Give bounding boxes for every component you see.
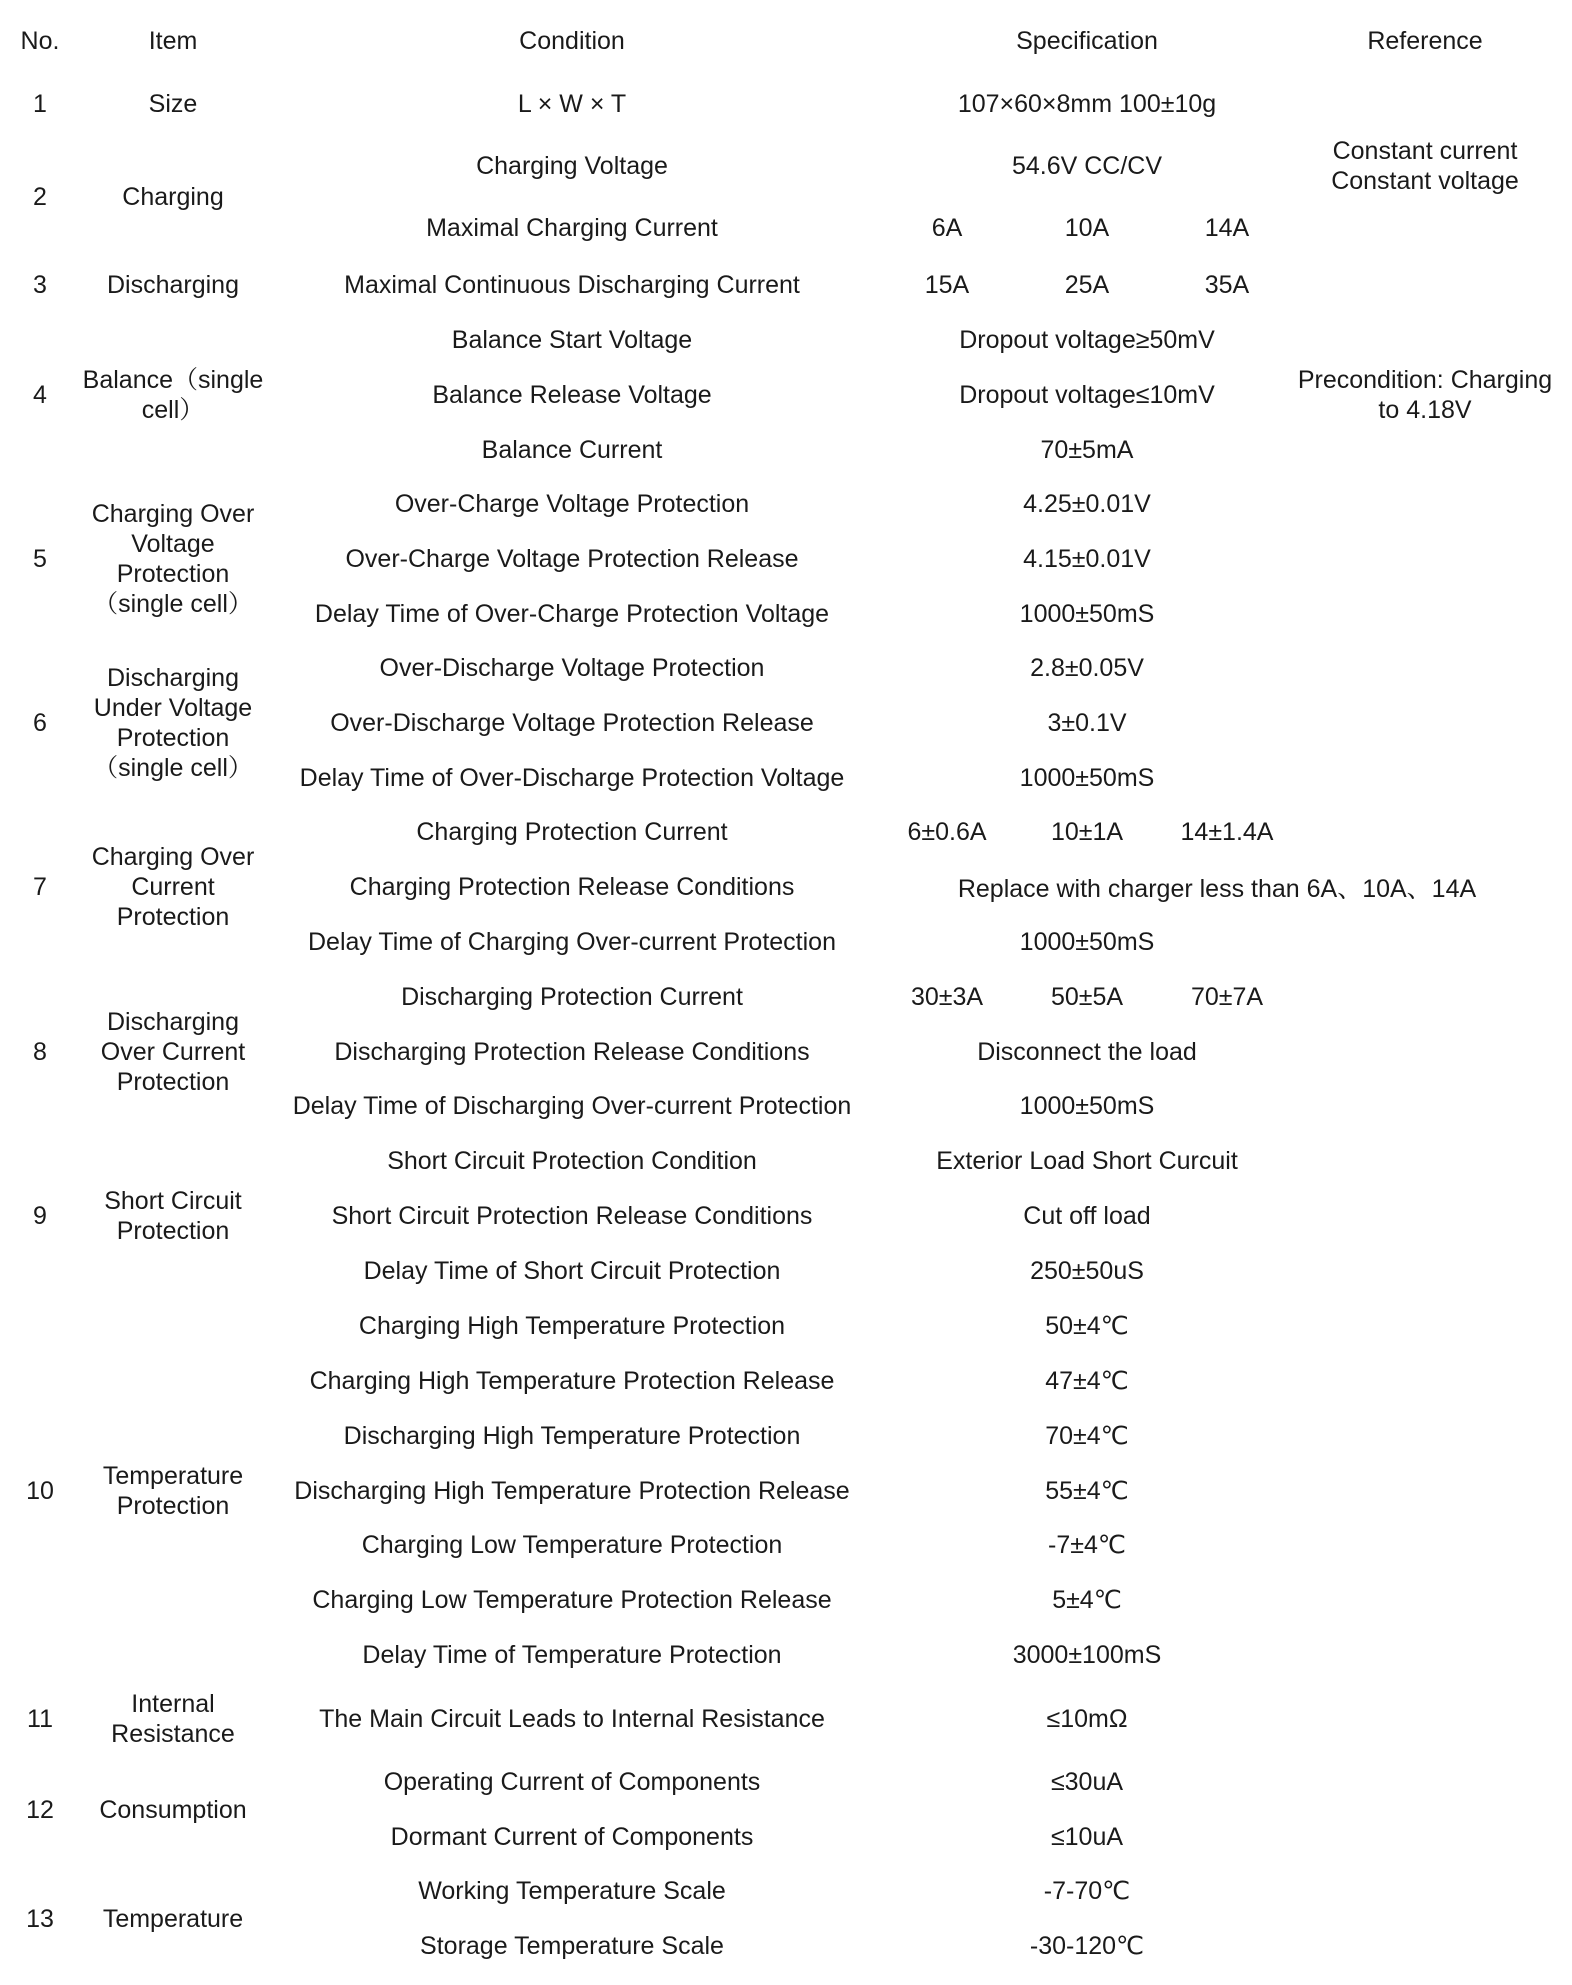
condition-cell: Operating Current of Components <box>383 1768 761 1796</box>
header-item: Item <box>148 27 198 55</box>
spec-value: 50±5A <box>1050 983 1124 1011</box>
row-item <box>73 1795 273 1825</box>
spec-value: Dropout voltage≤10mV <box>959 381 1215 409</box>
row-item-line: Protection <box>116 560 230 588</box>
spec-value: 6A <box>931 214 963 242</box>
spec-value: 6±0.6A <box>907 818 987 846</box>
header-reference: Reference <box>1367 27 1483 55</box>
row-item <box>73 182 273 212</box>
spec-value: 250±50uS <box>1030 1257 1144 1285</box>
condition-cell: Balance Release Voltage <box>432 381 712 409</box>
row-number: 1 <box>33 90 47 118</box>
spec-value: 50±4℃ <box>1045 1312 1129 1340</box>
spec-value: -7±4℃ <box>1048 1531 1126 1559</box>
row-item <box>73 1007 273 1097</box>
spec-value: 70±4℃ <box>1045 1422 1129 1450</box>
condition-cell: Charging Voltage <box>476 152 668 180</box>
row-item-line: Discharging <box>106 271 239 299</box>
row-item-line: Charging <box>122 183 224 211</box>
condition-cell: Discharging High Temperature Protection <box>343 1422 801 1450</box>
spec-value: 5±4℃ <box>1052 1586 1122 1614</box>
row-item-line: Consumption <box>99 1795 247 1824</box>
condition-cell: Delay Time of Temperature Protection <box>362 1641 782 1669</box>
reference-cell-line: Constant voltage <box>1331 167 1519 195</box>
row-item-line: Charging Over <box>91 843 255 871</box>
row-number: 6 <box>33 709 47 737</box>
spec-value: 10±1A <box>1050 818 1124 846</box>
row-number: 9 <box>33 1202 47 1230</box>
row-number: 11 <box>27 1705 53 1733</box>
row-number: 5 <box>33 545 47 573</box>
row-item-line: cell） <box>141 396 205 424</box>
condition-cell: Working Temperature Scale <box>418 1877 726 1905</box>
spec-value: 3000±100mS <box>1012 1641 1162 1669</box>
condition-cell: Discharging High Temperature Protection Release <box>294 1477 850 1505</box>
row-number: 10 <box>26 1476 54 1505</box>
row-item-line: Resistance <box>111 1720 235 1748</box>
condition-cell: Charging Low Temperature Protection <box>361 1531 783 1559</box>
spec-value: 107×60×8mm 100±10g <box>957 90 1217 118</box>
row-item <box>73 89 273 119</box>
spec-value: 4.15±0.01V <box>1023 545 1151 573</box>
row-item-line: Protection <box>116 1491 230 1520</box>
row-item-line: （single cell） <box>93 590 253 618</box>
row-item-line: Balance（single <box>82 366 264 394</box>
condition-cell: Over-Charge Voltage Protection Release <box>345 545 799 573</box>
row-item-line: Current <box>131 873 215 901</box>
row-item-line: Protection <box>116 1067 230 1096</box>
condition-cell: Charging Low Temperature Protection Release <box>312 1586 832 1614</box>
row-item-line: Protection <box>116 724 230 752</box>
condition-cell: Discharging Protection Release Conditions <box>334 1038 810 1066</box>
spec-value: 4.25±0.01V <box>1023 490 1151 518</box>
spec-value: 1000±50mS <box>1019 600 1155 628</box>
condition-cell: Delay Time of Over-Charge Protection Voltage <box>314 600 830 628</box>
row-number: 12 <box>26 1795 54 1824</box>
row-item-line: Over Current <box>100 1037 246 1066</box>
spec-value: -7-70℃ <box>1043 1877 1131 1905</box>
spec-value: ≤30uA <box>1050 1768 1124 1796</box>
condition-cell: Discharging Protection Current <box>401 983 743 1011</box>
spec-value: Replace with charger less than 6A、10A、14A <box>957 875 1477 903</box>
row-item-line: Charging Over <box>91 500 255 528</box>
reference-cell <box>1275 365 1572 425</box>
condition-cell: Maximal Continuous Discharging Current <box>344 271 800 299</box>
row-item <box>73 365 273 425</box>
spec-value: 30±3A <box>910 983 984 1011</box>
row-item-line: Short Circuit <box>104 1187 242 1215</box>
spec-value: 25A <box>1064 271 1110 299</box>
condition-cell: Delay Time of Over-Discharge Protection Voltage <box>299 764 845 792</box>
spec-value: -30-120℃ <box>1029 1932 1145 1960</box>
condition-cell: Charging Protection Release Conditions <box>349 873 795 901</box>
condition-cell: The Main Circuit Leads to Internal Resistance <box>319 1705 825 1733</box>
row-item-line: Internal <box>131 1690 215 1718</box>
spec-value: Cut off load <box>1023 1202 1151 1230</box>
spec-value: 70±7A <box>1190 983 1264 1011</box>
spec-value: 14A <box>1204 214 1250 242</box>
reference-cell-line: to 4.18V <box>1378 396 1472 424</box>
row-item <box>73 842 273 932</box>
spec-value: 1000±50mS <box>1019 928 1155 956</box>
row-item-line: Temperature <box>102 1904 244 1933</box>
condition-cell: Dormant Current of Components <box>390 1823 754 1851</box>
condition-cell: Balance Start Voltage <box>451 326 693 354</box>
row-item <box>73 1689 273 1749</box>
row-number: 3 <box>33 271 47 299</box>
condition-cell: Short Circuit Protection Release Conditions <box>331 1202 813 1230</box>
condition-cell: Storage Temperature Scale <box>420 1932 724 1960</box>
row-item <box>73 1186 273 1246</box>
spec-value: ≤10mΩ <box>1046 1705 1128 1733</box>
row-number: 13 <box>26 1904 54 1933</box>
row-item <box>73 270 273 300</box>
condition-cell: Charging Protection Current <box>416 818 728 846</box>
row-item-line: （single cell） <box>93 754 253 782</box>
condition-cell: Charging High Temperature Protection Release <box>309 1367 835 1395</box>
spec-value: Disconnect the load <box>977 1038 1197 1066</box>
spec-value: 70±5mA <box>1040 436 1134 464</box>
condition-cell: Maximal Charging Current <box>426 214 718 242</box>
condition-cell: Delay Time of Short Circuit Protection <box>363 1257 781 1285</box>
spec-value: 54.6V CC/CV <box>1011 152 1163 180</box>
spec-value: 35A <box>1204 271 1250 299</box>
condition-cell: Over-Discharge Voltage Protection Release <box>330 709 814 737</box>
condition-cell: Delay Time of Discharging Over-current Protection <box>292 1092 852 1120</box>
spec-value: 2.8±0.05V <box>1030 654 1144 682</box>
row-item-line: Voltage <box>131 530 215 558</box>
header-no: No. <box>20 27 60 55</box>
condition-cell: Over-Discharge Voltage Protection <box>379 654 765 682</box>
row-item-line: Protection <box>116 1217 230 1245</box>
condition-cell: Balance Current <box>481 436 663 464</box>
reference-cell-line: Precondition: Charging <box>1297 366 1553 394</box>
row-item-line: Discharging <box>106 1007 239 1036</box>
row-item-line: Size <box>148 90 198 118</box>
spec-value: 55±4℃ <box>1045 1477 1129 1505</box>
header-specification: Specification <box>1016 27 1158 55</box>
row-number: 8 <box>33 1037 47 1066</box>
condition-cell: Charging High Temperature Protection <box>358 1312 786 1340</box>
condition-cell: Over-Charge Voltage Protection <box>394 490 750 518</box>
row-number: 4 <box>33 381 47 409</box>
reference-cell-line: Constant current <box>1332 137 1518 165</box>
condition-cell: Short Circuit Protection Condition <box>387 1147 757 1175</box>
header-condition: Condition <box>519 27 625 55</box>
spec-value: 1000±50mS <box>1019 764 1155 792</box>
row-item <box>73 499 273 619</box>
row-item <box>73 1904 273 1934</box>
spec-value: 14±1.4A <box>1180 818 1274 846</box>
row-item-line: Under Voltage <box>93 694 253 722</box>
row-item-line: Temperature <box>102 1461 244 1490</box>
spec-value: 1000±50mS <box>1019 1092 1155 1120</box>
spec-value: 47±4℃ <box>1045 1367 1129 1395</box>
spec-value: Dropout voltage≥50mV <box>959 326 1215 354</box>
row-item <box>73 663 273 783</box>
row-number: 7 <box>33 873 47 901</box>
spec-value: ≤10uA <box>1050 1823 1124 1851</box>
row-number: 2 <box>33 183 47 211</box>
condition-cell: Delay Time of Charging Over-current Protection <box>308 928 836 956</box>
spec-value: 15A <box>924 271 970 299</box>
row-item-line: Discharging <box>106 664 239 692</box>
reference-cell <box>1275 136 1572 196</box>
spec-value: 3±0.1V <box>1047 709 1127 737</box>
spec-value: 10A <box>1064 214 1110 242</box>
spec-value: Exterior Load Short Curcuit <box>936 1147 1238 1175</box>
condition-cell: L × W × T <box>517 90 627 118</box>
row-item-line: Protection <box>116 903 230 931</box>
row-item <box>73 1461 273 1521</box>
